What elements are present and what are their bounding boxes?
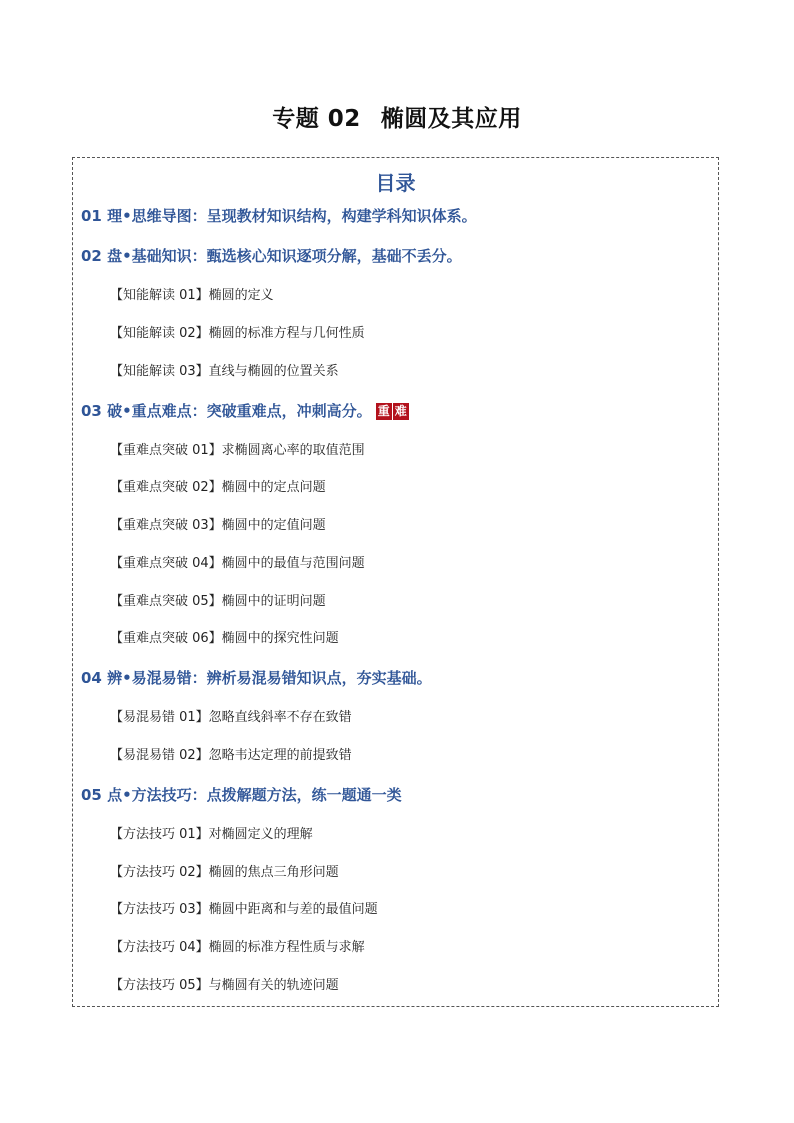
toc-item[interactable]: 【知能解读 01】椭圆的定义	[110, 288, 274, 303]
toc-heading: 目录	[375, 171, 416, 195]
toc-item[interactable]: 【知能解读 03】直线与椭圆的位置关系	[110, 364, 339, 379]
toc-section-03[interactable]	[81, 399, 410, 422]
document-title-main: 椭圆及其应用	[380, 106, 522, 132]
badge-char-1: 重	[377, 404, 390, 418]
toc-item[interactable]: 【易混易错 01】忽略直线斜率不存在致错	[110, 710, 352, 725]
toc-section-03-label: 03 破•重点难点：突破重难点，冲刺高分。	[81, 402, 372, 420]
toc-item[interactable]: 【易混易错 02】忽略韦达定理的前提致错	[110, 748, 352, 763]
toc-item[interactable]: 【方法技巧 03】椭圆中距离和与差的最值问题	[110, 902, 378, 917]
key-difficult-badge	[376, 399, 410, 421]
toc-item[interactable]: 【重难点突破 05】椭圆中的证明问题	[110, 594, 326, 609]
toc-section-04[interactable]: 04 辨•易混易错：辨析易混易错知识点，夯实基础。	[81, 669, 432, 687]
toc-item[interactable]: 【重难点突破 02】椭圆中的定点问题	[110, 480, 326, 495]
toc-item[interactable]: 【知能解读 02】椭圆的标准方程与几何性质	[110, 326, 365, 341]
toc-item[interactable]: 【重难点突破 03】椭圆中的定值问题	[110, 518, 326, 533]
document-title	[0, 101, 794, 137]
badge-char-2: 难	[394, 404, 407, 418]
toc-item[interactable]: 【重难点突破 01】求椭圆离心率的取值范围	[110, 443, 365, 458]
toc-item[interactable]: 【重难点突破 04】椭圆中的最值与范围问题	[110, 556, 365, 571]
toc-item[interactable]: 【方法技巧 02】椭圆的焦点三角形问题	[110, 865, 339, 880]
toc-section-01[interactable]: 01 理•思维导图：呈现教材知识结构，构建学科知识体系。	[81, 207, 477, 225]
document-title-prefix: 专题 02	[272, 106, 361, 132]
table-of-contents	[72, 157, 719, 1007]
toc-item[interactable]: 【方法技巧 05】与椭圆有关的轨迹问题	[110, 978, 339, 993]
toc-item[interactable]: 【方法技巧 01】对椭圆定义的理解	[110, 827, 313, 842]
toc-section-05[interactable]: 05 点•方法技巧：点拨解题方法，练一题通一类	[81, 786, 402, 804]
toc-item[interactable]: 【方法技巧 04】椭圆的标准方程性质与求解	[110, 940, 365, 955]
toc-item[interactable]: 【重难点突破 06】椭圆中的探究性问题	[110, 631, 339, 646]
toc-section-02[interactable]: 02 盘•基础知识：甄选核心知识逐项分解，基础不丢分。	[81, 247, 462, 265]
